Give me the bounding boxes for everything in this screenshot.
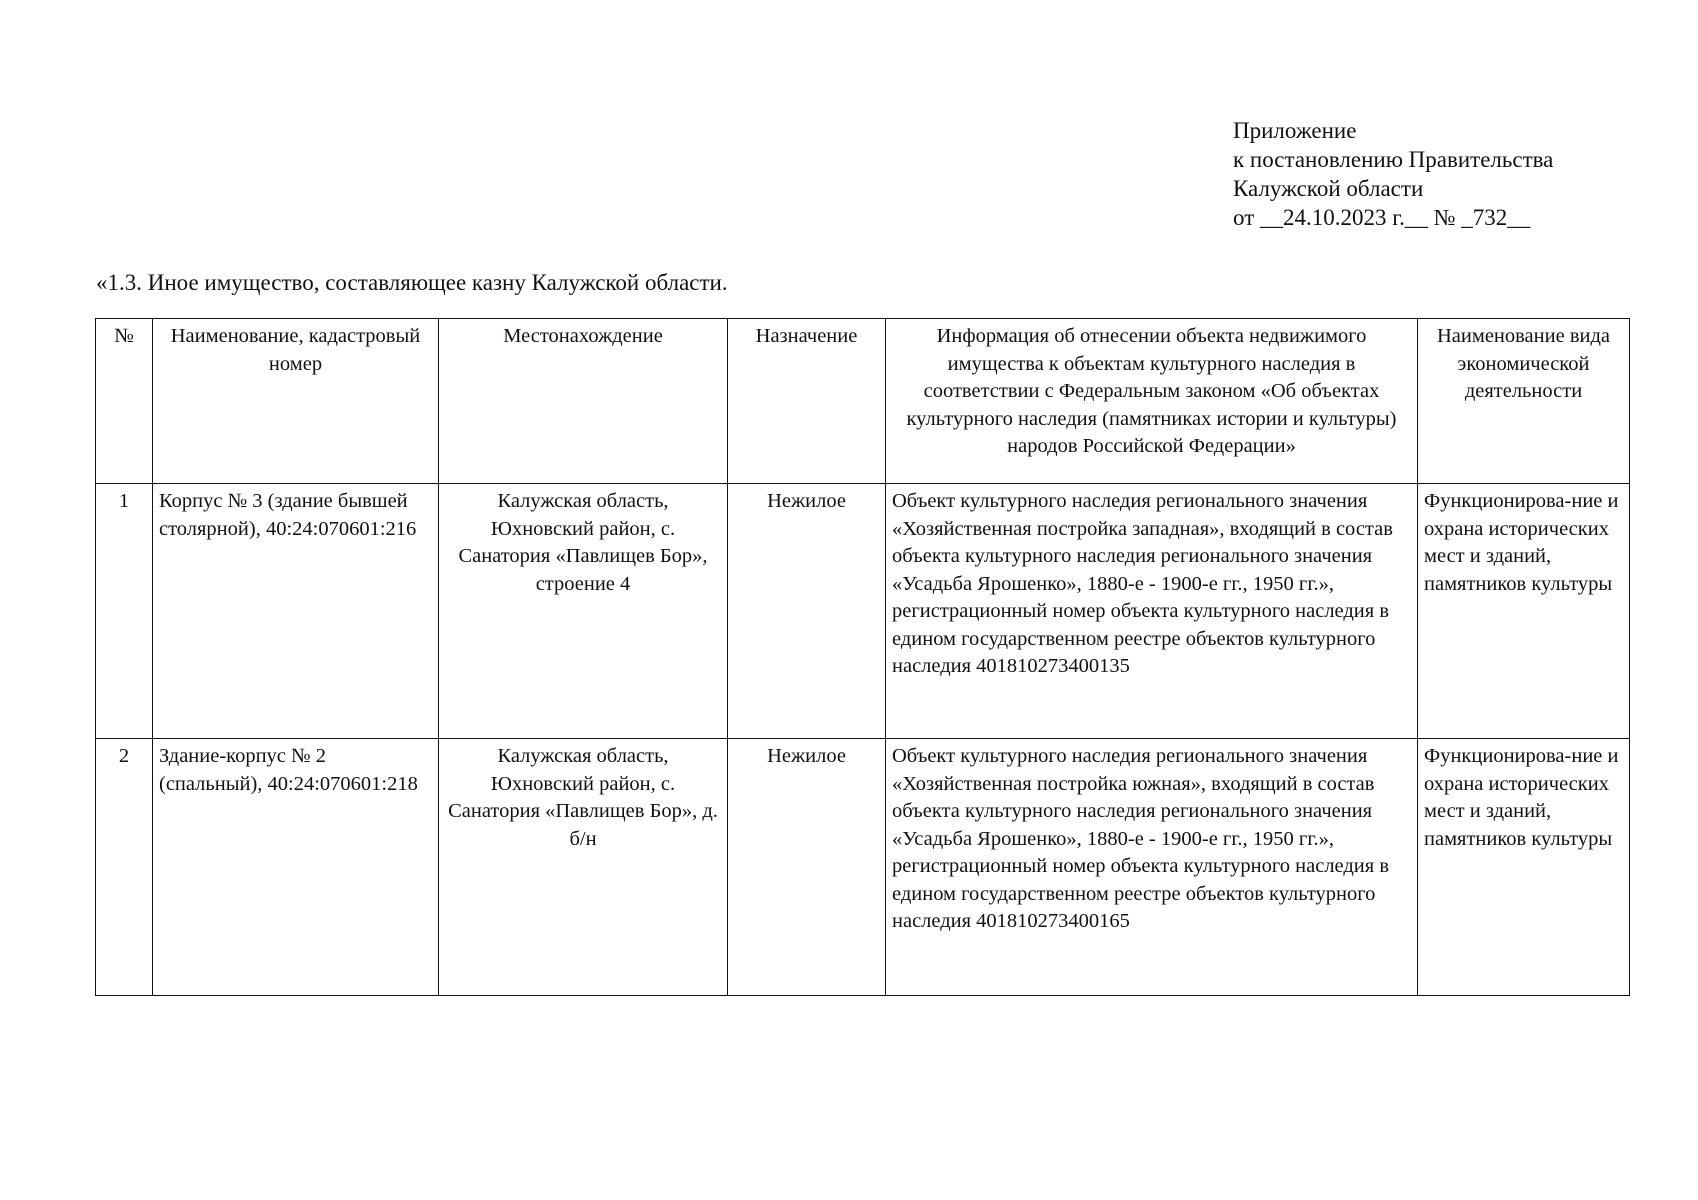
- cell-name: Здание-корпус № 2 (спальный), 40:24:070601:218: [153, 739, 439, 996]
- cell-location: Калужская область, Юхновский район, с. Санатория «Павлищев Бор», д. б/н: [439, 739, 728, 996]
- appendix-line-3: Калужской области: [1233, 176, 1424, 201]
- property-table: [95, 318, 1630, 996]
- table-header-row: [96, 319, 1630, 484]
- appendix-line-1: Приложение: [1233, 118, 1357, 143]
- section-title: «1.3. Иное имущество, составляющее казну Калужской области.: [96, 270, 728, 295]
- cell-number: 1: [96, 484, 153, 739]
- appendix-line-4: от __24.10.2023 г.__ № _732__: [1233, 205, 1531, 230]
- cell-location: Калужская область, Юхновский район, с. Санатория «Павлищев Бор», строение 4: [439, 484, 728, 739]
- cell-number: 2: [96, 739, 153, 996]
- cell-heritage-info: Объект культурного наследия регионального значения «Хозяйственная постройка западная», входящий в состав объекта культурного наследия регионального значения «Усадьба Ярошенко», 1880-е - 1900-е гг., 1950 гг.», регистрационный номер объекта культурного наследия в едином государственном реестре объектов культурного наследия 401810273400135: [886, 484, 1418, 739]
- cell-purpose: Нежилое: [728, 739, 886, 996]
- header-number: №: [96, 319, 153, 484]
- header-location: Местонахождение: [439, 319, 728, 484]
- cell-name: Корпус № 3 (здание бывшей столярной), 40:24:070601:216: [153, 484, 439, 739]
- header-name: Наименование, кадастровый номер: [153, 319, 439, 484]
- header-heritage-info: Информация об отнесении объекта недвижимого имущества к объектам культурного наследия в соответствии с Федеральным законом «Об объектах культурного наследия (памятниках истории и культуры) народов Российской Федерации»: [886, 319, 1418, 484]
- appendix-header: [1233, 116, 1553, 232]
- header-purpose: Назначение: [728, 319, 886, 484]
- header-activity: Наименование вида экономической деятельности: [1418, 319, 1630, 484]
- cell-purpose: Нежилое: [728, 484, 886, 739]
- cell-activity: Функционирова-ние и охрана исторических мест и зданий, памятников культуры: [1418, 739, 1630, 996]
- cell-activity: Функционирова-ние и охрана исторических мест и зданий, памятников культуры: [1418, 484, 1630, 739]
- appendix-line-2: к постановлению Правительства: [1233, 147, 1554, 172]
- table-row: [96, 484, 1630, 739]
- cell-heritage-info: Объект культурного наследия регионального значения «Хозяйственная постройка южная», входящий в состав объекта культурного наследия регионального значения «Усадьба Ярошенко», 1880-е - 1900-е гг., 1950 гг.», регистрационный номер объекта культурного наследия в едином государственном реестре объектов культурного наследия 401810273400165: [886, 739, 1418, 996]
- table-row: [96, 739, 1630, 996]
